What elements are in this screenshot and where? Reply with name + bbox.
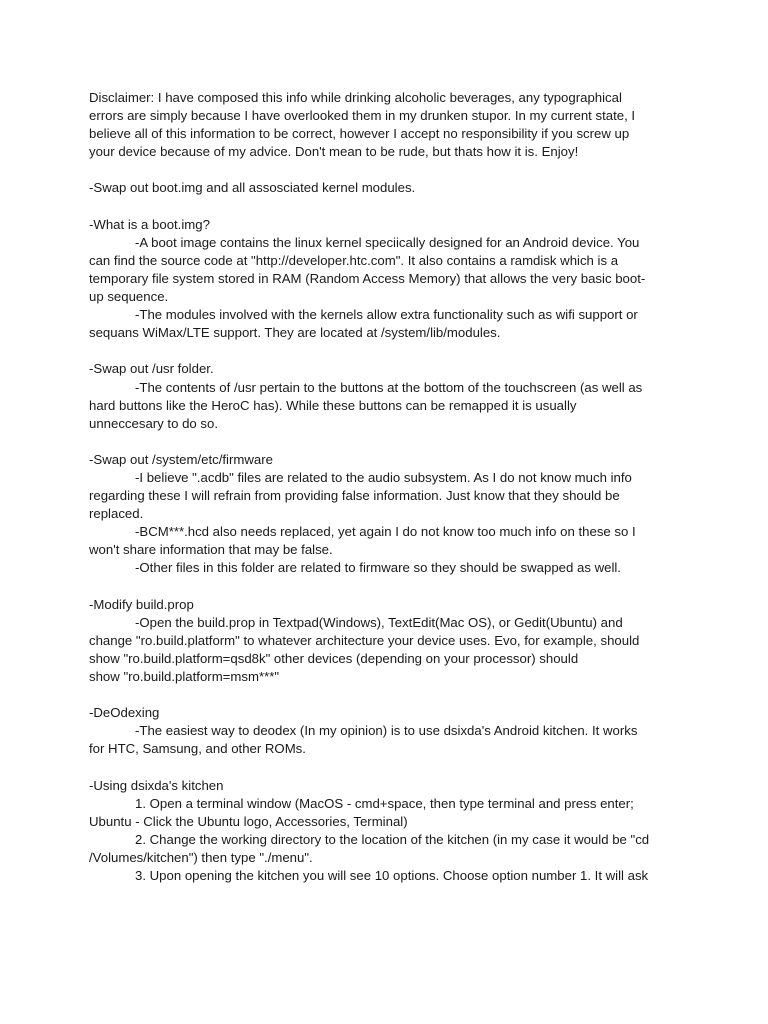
text-line: -The modules involved with the kernels allow extra functionality such as wifi support or — [135, 307, 638, 323]
boot-paragraph-1 — [89, 234, 689, 306]
firmware-paragraph-3 — [89, 559, 689, 577]
text-line: -The easiest way to deodex (In my opinion) is to use dsixda's Android kitchen. It works — [135, 723, 638, 739]
text-line: hard buttons like the HeroC has). While these buttons can be remapped it is usually — [89, 397, 577, 413]
disclaimer-paragraph — [89, 89, 689, 161]
text-line: -Other files in this folder are related to firmware so they should be swapped as well. — [135, 560, 621, 576]
text-line: Disclaimer: I have composed this info while drinking alcoholic beverages, any typographical — [89, 90, 622, 105]
section-heading-firmware: -Swap out /system/etc/firmware — [89, 451, 273, 467]
boot-paragraph-2 — [89, 306, 689, 342]
text-line: change "ro.build.platform" to whatever architecture your device uses. Evo, for example, should — [89, 632, 640, 648]
text-line: show "ro.build.platform=msm***" — [89, 669, 280, 684]
deodex-paragraph-1 — [89, 722, 689, 758]
text-line: believe all of this information to be correct, however I accept no responsibility if you screw up — [89, 126, 630, 142]
text-line: won't share information that may be false. — [89, 542, 333, 558]
buildprop-paragraph-1 — [89, 614, 689, 686]
text-line: your device because of my advice. Don't mean to be rude, but thats how it is. Enjoy! — [89, 144, 579, 160]
text-line: show "ro.build.platform=qsd8k" other devices (depending on your processor) should — [89, 650, 579, 666]
text-line: 3. Upon opening the kitchen you will see 10 options. Choose option number 1. It will ask — [135, 868, 649, 884]
section-heading-usr: -Swap out /usr folder. — [89, 361, 214, 377]
usr-paragraph-1 — [89, 379, 689, 433]
text-line: -The contents of /usr pertain to the buttons at the bottom of the touchscreen (as well as — [135, 379, 643, 395]
section-heading-deodex: -DeOdexing — [89, 705, 160, 721]
text-line: errors are simply because I have overlooked them in my drunken stupor. In my current state, I — [89, 108, 636, 124]
text-line: 2. Change the working directory to the location of the kitchen (in my case it would be "cd — [135, 831, 650, 847]
text-line: -BCM***.hcd also needs replaced, yet again I do not know too much info on these so I — [135, 524, 636, 540]
kitchen-step-3 — [89, 867, 689, 885]
section-heading-buildprop: -Modify build.prop — [89, 596, 194, 612]
text-line: regarding these I will refrain from providing false information. Just know that they should be — [89, 488, 620, 504]
text-line: can find the source code at "http://developer.htc.com". It also contains a ramdisk which is a — [89, 252, 619, 268]
text-line: Ubuntu - Click the Ubuntu logo, Accessories, Terminal) — [89, 813, 408, 829]
text-line: temporary file system stored in RAM (Random Access Memory) that allows the very basic boot- — [89, 270, 646, 286]
text-line: /Volumes/kitchen") then type "./menu". — [89, 849, 313, 865]
text-line: -A boot image contains the linux kernel speciically designed for an Android device. You — [135, 234, 640, 250]
text-line: sequans WiMax/LTE support. They are located at /system/lib/modules. — [89, 325, 501, 341]
text-line: replaced. — [89, 506, 144, 522]
section-heading-swap-boot: -Swap out boot.img and all assosciated kernel modules. — [89, 180, 416, 196]
text-line: unneccesary to do so. — [89, 415, 219, 431]
text-line: for HTC, Samsung, and other ROMs. — [89, 741, 306, 757]
text-line: -I believe ".acdb" files are related to the audio subsystem. As I do not know much info — [135, 469, 632, 485]
document-body — [89, 89, 689, 885]
firmware-paragraph-2 — [89, 523, 689, 559]
text-line: -Open the build.prop in Textpad(Windows), TextEdit(Mac OS), or Gedit(Ubuntu) and — [135, 614, 623, 630]
section-heading-kitchen: -Using dsixda's kitchen — [89, 777, 224, 793]
text-line: 1. Open a terminal window (MacOS - cmd+space, then type terminal and press enter; — [135, 795, 634, 811]
kitchen-step-1 — [89, 795, 689, 831]
firmware-paragraph-1 — [89, 469, 689, 523]
section-heading-what-boot: -What is a boot.img? — [89, 216, 210, 232]
text-line: up sequence. — [89, 289, 169, 305]
kitchen-step-2 — [89, 831, 689, 867]
